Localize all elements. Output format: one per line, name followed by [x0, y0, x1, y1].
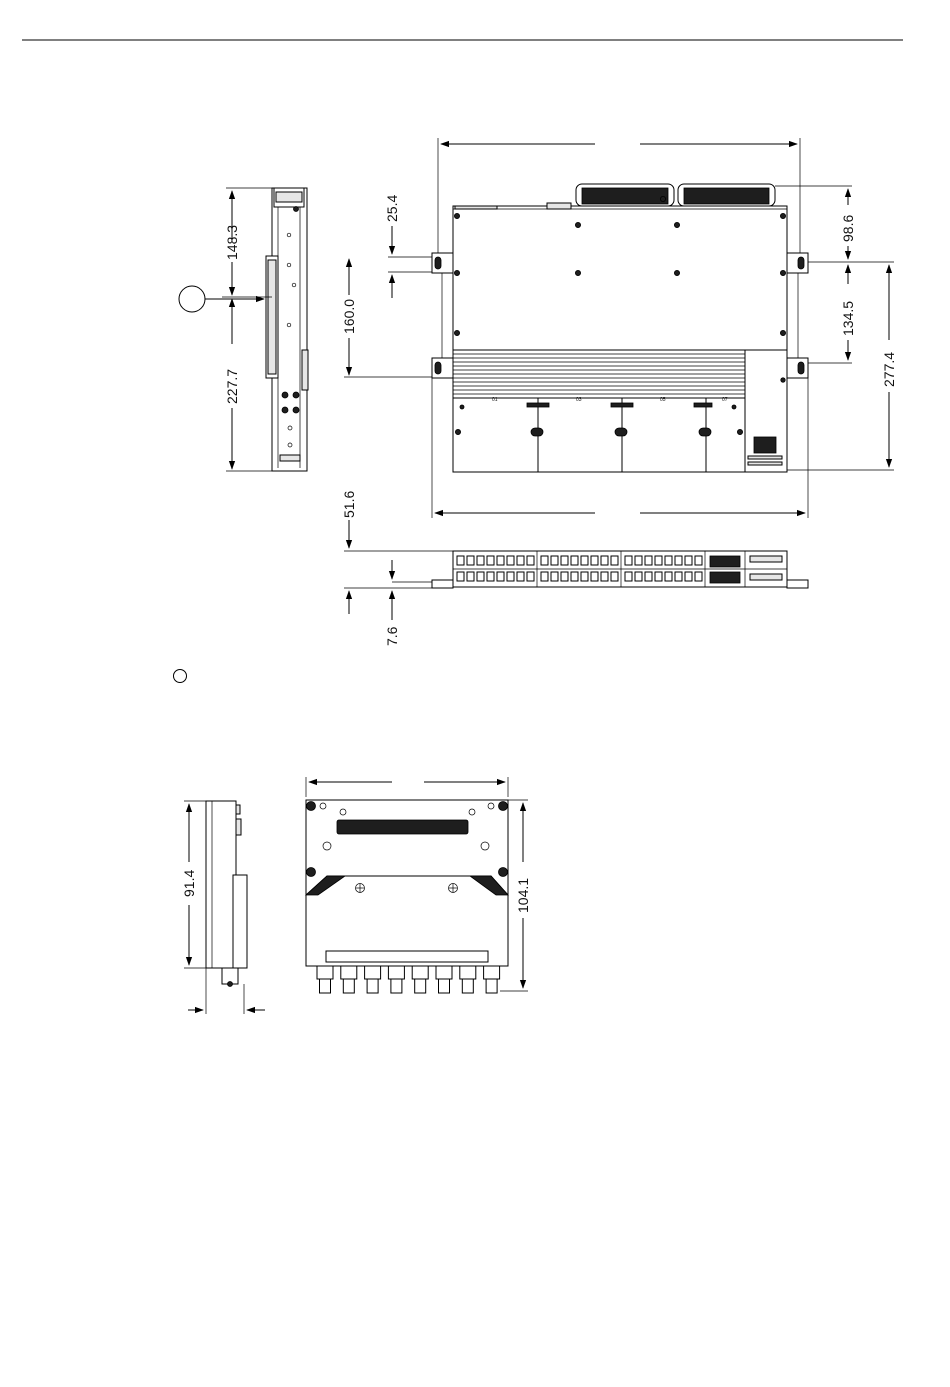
- bnc-connector-barrel: [391, 979, 402, 993]
- module-side-view: [184, 801, 265, 1014]
- terminal-jack: [611, 556, 618, 565]
- terminal-jack: [655, 572, 662, 581]
- terminal-jack: [625, 556, 632, 565]
- dim-module-front-height: 104.1: [515, 877, 531, 913]
- terminal-jack: [601, 556, 608, 565]
- terminal-jack: [675, 556, 682, 565]
- terminal-jack: [591, 556, 598, 565]
- terminal-jack: [625, 572, 632, 581]
- bnc-connector-barrel: [320, 979, 331, 993]
- bnc-connector: [388, 966, 404, 979]
- dim-right-upper: 98.6: [840, 214, 856, 242]
- terminal-jack: [611, 572, 618, 581]
- terminal-jack: [685, 556, 692, 565]
- dim-bracket-pitch: 160.0: [341, 298, 357, 334]
- dim-bracket-offset: 25.4: [384, 194, 400, 222]
- terminal-jack: [497, 556, 504, 565]
- terminal-jack: [467, 556, 474, 565]
- terminal-jack: [665, 572, 672, 581]
- terminal-jack: [635, 572, 642, 581]
- dim-side-lower: 227.7: [224, 368, 240, 404]
- slot-label-1: 01: [492, 397, 498, 403]
- terminal-jack: [645, 556, 652, 565]
- note-marker-circle: [174, 670, 187, 683]
- bnc-connector: [317, 966, 333, 979]
- terminal-jack: [581, 572, 588, 581]
- bnc-connector: [365, 966, 381, 979]
- terminal-jack: [507, 556, 514, 565]
- terminal-jack: [477, 572, 484, 581]
- main-unit-top-view: [344, 138, 894, 518]
- bnc-connector-barrel: [486, 979, 497, 993]
- terminal-jack: [517, 556, 524, 565]
- terminal-jack: [635, 556, 642, 565]
- bnc-connector-barrel: [415, 979, 426, 993]
- terminal-jack: [541, 572, 548, 581]
- terminal-jack: [541, 556, 548, 565]
- bnc-connector-barrel: [367, 979, 378, 993]
- terminal-jack: [551, 556, 558, 565]
- slot-label-5: 05: [660, 397, 666, 403]
- dim-side-upper: 148.3: [224, 224, 240, 260]
- terminal-jack: [487, 556, 494, 565]
- terminal-jack: [571, 556, 578, 565]
- terminal-jack: [695, 572, 702, 581]
- terminal-jack: [561, 556, 568, 565]
- bnc-connector-barrel: [462, 979, 473, 993]
- ribbon-connector: [337, 820, 468, 834]
- dim-module-side-height: 91.4: [181, 869, 197, 897]
- bnc-connector: [341, 966, 357, 979]
- dim-right-pitch: 134.5: [840, 300, 856, 336]
- terminal-jack: [477, 556, 484, 565]
- bnc-connector: [436, 966, 452, 979]
- module-front-view: [306, 777, 528, 993]
- terminal-jack: [497, 572, 504, 581]
- slot-label-3: 03: [576, 397, 582, 403]
- terminal-jack: [487, 572, 494, 581]
- heatsink: [576, 184, 775, 206]
- terminal-jack: [581, 556, 588, 565]
- terminal-jack: [457, 556, 464, 565]
- terminal-jack: [551, 572, 558, 581]
- bnc-connector-barrel: [439, 979, 450, 993]
- dim-front-height: 51.6: [341, 490, 357, 518]
- dim-right-total: 277.4: [881, 351, 897, 387]
- terminal-jack: [645, 572, 652, 581]
- terminal-jack: [527, 556, 534, 565]
- terminal-jack: [591, 572, 598, 581]
- callout-circle: [179, 286, 205, 312]
- bnc-connector: [412, 966, 428, 979]
- bnc-connector-barrel: [343, 979, 354, 993]
- terminal-jack: [601, 572, 608, 581]
- terminal-jack: [571, 572, 578, 581]
- dim-front-base: 7.6: [384, 626, 400, 646]
- terminal-jack: [561, 572, 568, 581]
- terminal-jack: [655, 556, 662, 565]
- terminal-jack: [527, 572, 534, 581]
- main-unit-front-view: [344, 520, 808, 620]
- bnc-connector: [484, 966, 500, 979]
- terminal-jack: [675, 572, 682, 581]
- terminal-jack: [467, 572, 474, 581]
- terminal-jack: [685, 572, 692, 581]
- terminal-jack: [517, 572, 524, 581]
- terminal-jack: [507, 572, 514, 581]
- terminal-jack: [665, 556, 672, 565]
- bnc-connector: [460, 966, 476, 979]
- slot-label-7: 07: [722, 397, 728, 403]
- main-unit-side-view: [179, 188, 308, 471]
- terminal-jack: [695, 556, 702, 565]
- terminal-jack: [457, 572, 464, 581]
